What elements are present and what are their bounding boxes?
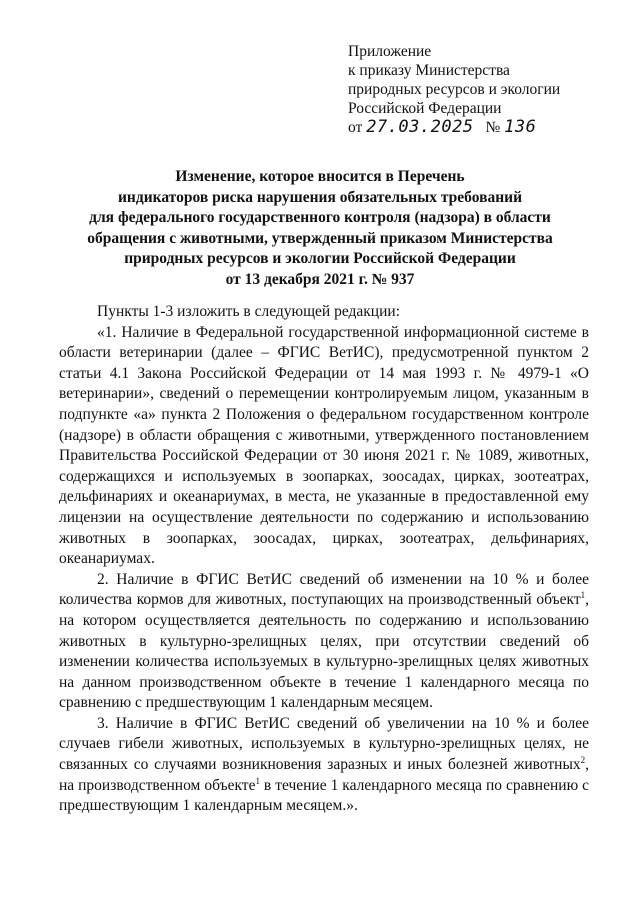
title-line: от 13 декабря 2021 г. № 937 — [225, 270, 415, 288]
appendix-line: Приложение — [348, 43, 432, 60]
item-2-text-cont: , на котором осуществляется деятельность по содержанию и использованию животных в культурно-зрелищных целях, при отсутствии сведений об изменении количества используемых в культурно-зрелищных целях животных на данном производственном объекте в течение 1 календарного месяца по сравнению с предшествующим 1 календарным месяцем. — [59, 591, 589, 712]
appendix-line: Российской Федерации — [348, 100, 502, 117]
footnote-ref: 2 — [580, 754, 586, 765]
item-3-text-cont: , на производственном объекте — [59, 756, 589, 794]
document-title — [70, 167, 570, 291]
date-prefix: от — [348, 119, 363, 136]
handwritten-number: 136 — [504, 117, 537, 137]
footnote-ref: 1 — [255, 775, 260, 786]
appendix-header — [348, 42, 618, 137]
handwritten-date: 27.03.2025 — [366, 117, 474, 137]
document-body — [59, 302, 589, 817]
title-line: индикаторов риска нарушения обязательных требований — [118, 188, 522, 206]
title-line: обращения с животными, утвержденный приказом Министерства — [87, 229, 553, 247]
title-line: Изменение, которое вносится в Перечень — [175, 168, 465, 185]
intro-paragraph: Пункты 1-3 изложить в следующей редакции: — [97, 303, 400, 320]
item-3-text: 3. Наличие в ФГИС ВетИС сведений об увеличении на 10 % и более случаев гибели животных, используемых в культурно-зрелищных целях, не связанных со случаями возникновения заразных и иных болезней животных — [59, 714, 589, 774]
number-prefix: № — [485, 119, 501, 136]
appendix-line: к приказу Министерства — [348, 62, 510, 79]
item-2-text: 2. Наличие в ФГИС ВетИС сведений об изменении на 10 % и более количества кормов для животных, поступающих на производственный объект — [59, 570, 589, 609]
title-line: природных ресурсов и экологии Российской Федерации — [124, 250, 516, 268]
item-3-text-end: в течение 1 календарного месяца по сравнению с предшествующим 1 календарным месяцем.». — [59, 776, 589, 815]
footnote-ref: 1 — [580, 590, 586, 601]
item-2-paragraph — [59, 570, 589, 714]
appendix-date-line — [348, 118, 618, 137]
item-1-paragraph: «1. Наличие в Федеральной государственной информационной системе в области ветеринарии (далее – ФГИС ВетИС), предусмотренной пунктом 2 статьи 4.1 Закона Российской Федерации от 14 мая 1993 г. № 4979-1 «О ветеринарии», сведений о перемещении контролируемым лицом, указанным в подпункте «а» пункта 2 Положения о федеральном государственном контроле (надзоре) в области обращения с животными, утвержденного постановлением Правительства Российской Федерации от 30 июня 2021 г. № 1089, животных, содержащихся и используемых в зоопарках, зоосадах, цирках, зоотеатрах, дельфинариях и океанариумах, в места, не указанные в предоставленной ему лицензии на осуществление деятельности по содержанию и использованию животных в зоопарках, зоосадах, цирках, зоотеатрах, дельфинариях, океанариумах. — [59, 323, 589, 568]
item-3-paragraph — [59, 714, 589, 817]
appendix-line: природных ресурсов и экологии — [348, 81, 561, 98]
title-line: для федерального государственного контроля (надзора) в области — [89, 209, 551, 227]
